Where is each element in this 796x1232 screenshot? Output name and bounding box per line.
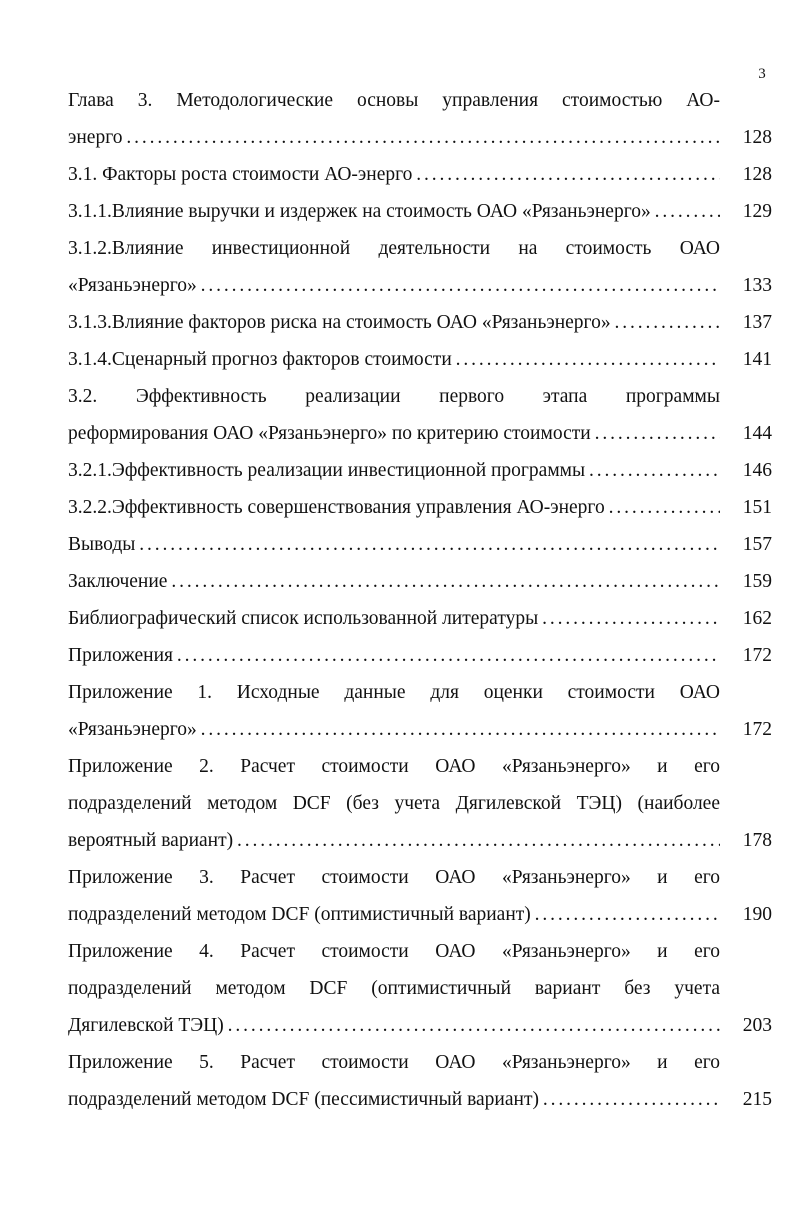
toc-entry-title: подразделений методом DCF (оптимистичный вариант без учета [68, 978, 720, 999]
toc-entry-title: Приложение 1. Исходные данные для оценки стоимости ОАО [68, 682, 720, 703]
toc-entry-line [68, 896, 772, 933]
toc-entry-line [68, 970, 772, 1007]
toc-entry-title: энерго . . . [68, 119, 720, 156]
toc-entry-page: 128 [742, 164, 772, 185]
toc-entry-title: реформирования ОАО «Рязаньэнерго» по критерию стоимости . . . [68, 415, 720, 452]
toc-entry-title: вероятный вариант) . . . [68, 822, 720, 859]
toc-entry-title: 3.1.3.Влияние факторов риска на стоимость ОАО «Рязаньэнерго» . . . [68, 304, 720, 341]
toc-entry-title: 3.1. Факторы роста стоимости АО-энерго . . . [68, 156, 720, 193]
toc-entry[interactable] [68, 489, 772, 526]
toc-entry-title: Заключение . . . [68, 563, 720, 600]
toc-entry[interactable] [68, 600, 772, 637]
toc-entry[interactable] [68, 859, 772, 933]
toc-entry-line [68, 785, 772, 822]
toc-entry-line [68, 674, 772, 711]
toc-entry-page: 159 [742, 571, 772, 592]
toc-entry-line [68, 193, 772, 230]
toc-entry-title: Приложения . . . [68, 637, 720, 674]
toc-entry[interactable] [68, 156, 772, 193]
toc-entry-line [68, 156, 772, 193]
toc-entry-line [68, 822, 772, 859]
toc-entry-page: 215 [742, 1089, 772, 1110]
toc-entry-title: «Рязаньэнерго» . . . [68, 711, 720, 748]
toc-entry-page: 144 [742, 423, 772, 444]
toc-entry[interactable] [68, 378, 772, 452]
toc-entry[interactable] [68, 341, 772, 378]
toc-entry[interactable] [68, 230, 772, 304]
toc-entry-page: 162 [742, 608, 772, 629]
toc-entry-page: 172 [742, 719, 772, 740]
toc-entry-title: Приложение 2. Расчет стоимости ОАО «Рязаньэнерго» и его [68, 756, 720, 777]
toc-entry-page: 190 [742, 904, 772, 925]
toc-entry[interactable] [68, 193, 772, 230]
toc-entry-page: 128 [742, 127, 772, 148]
toc-entry[interactable] [68, 563, 772, 600]
toc-entry-title: Глава 3. Методологические основы управления стоимостью АО- [68, 90, 720, 111]
toc-entry-line [68, 933, 772, 970]
toc-entry[interactable] [68, 304, 772, 341]
toc-entry-title: 3.1.1.Влияние выручки и издержек на стоимость ОАО «Рязаньэнерго» . . . [68, 193, 720, 230]
toc-entry-line [68, 304, 772, 341]
toc-entry-title: Дягилевской ТЭЦ) . . . [68, 1007, 720, 1044]
toc-entry-line [68, 637, 772, 674]
toc-entry-line [68, 711, 772, 748]
toc-entry-line [68, 230, 772, 267]
toc-entry-line [68, 1044, 772, 1081]
toc-entry-line [68, 119, 772, 156]
toc-entry-line [68, 526, 772, 563]
toc-entry-page: 137 [742, 312, 772, 333]
toc-entry-title: 3.1.2.Влияние инвестиционной деятельности на стоимость ОАО [68, 238, 720, 259]
toc-entry[interactable] [68, 748, 772, 859]
toc-entry-title: подразделений методом DCF (пессимистичный вариант) . . . [68, 1081, 720, 1118]
toc-entry-title: Приложение 5. Расчет стоимости ОАО «Рязаньэнерго» и его [68, 1052, 720, 1073]
toc-entry-line [68, 341, 772, 378]
toc-entry-title: Библиографический список использованной литературы . . . [68, 600, 720, 637]
toc-entry-title: Выводы . . . [68, 526, 720, 563]
toc-entry-title: «Рязаньэнерго» . . . [68, 267, 720, 304]
toc-entry-title: 3.2. Эффективность реализации первого этапа программы [68, 386, 720, 407]
page-number: 3 [758, 66, 766, 82]
toc-entry-line [68, 415, 772, 452]
toc-entry[interactable] [68, 526, 772, 563]
toc-entry-page: 172 [742, 645, 772, 666]
toc-entry[interactable] [68, 933, 772, 1044]
toc-entry-page: 146 [742, 460, 772, 481]
toc-entry-title: 3.2.1.Эффективность реализации инвестиционной программы . . . [68, 452, 720, 489]
toc-entry-line [68, 378, 772, 415]
toc-entry-title: Приложение 3. Расчет стоимости ОАО «Рязаньэнерго» и его [68, 867, 720, 888]
toc-entry-line [68, 82, 772, 119]
toc-entry-title: 3.2.2.Эффективность совершенствования управления АО-энерго . . . [68, 489, 720, 526]
toc-entry[interactable] [68, 452, 772, 489]
toc-entry-line [68, 748, 772, 785]
toc-entry-line [68, 452, 772, 489]
toc-entry-page: 141 [742, 349, 772, 370]
toc-entry-line [68, 1007, 772, 1044]
toc-entry-page: 178 [742, 830, 772, 851]
toc-entry-title: Приложение 4. Расчет стоимости ОАО «Рязаньэнерго» и его [68, 941, 720, 962]
toc-entry-page: 157 [742, 534, 772, 555]
toc-entry-page: 129 [742, 201, 772, 222]
toc-entry-title: подразделений методом DCF (оптимистичный вариант) . . . [68, 896, 720, 933]
toc-entry[interactable] [68, 1044, 772, 1118]
toc-entry-line [68, 1081, 772, 1118]
toc-entry-line [68, 489, 772, 526]
toc-entry-line [68, 859, 772, 896]
toc-entry-title: 3.1.4.Сценарный прогноз факторов стоимости . . . [68, 341, 720, 378]
toc-entry[interactable] [68, 637, 772, 674]
toc-entry-line [68, 600, 772, 637]
toc-entry-page: 133 [742, 275, 772, 296]
toc-entry-page: 203 [742, 1015, 772, 1036]
toc-entry[interactable] [68, 674, 772, 748]
toc-entry-line [68, 563, 772, 600]
toc-entry-line [68, 267, 772, 304]
toc-entry-page: 151 [742, 497, 772, 518]
toc-entry[interactable] [68, 82, 772, 156]
table-of-contents [68, 82, 772, 1118]
toc-entry-title: подразделений методом DCF (без учета Дягилевской ТЭЦ) (наиболее [68, 793, 720, 814]
